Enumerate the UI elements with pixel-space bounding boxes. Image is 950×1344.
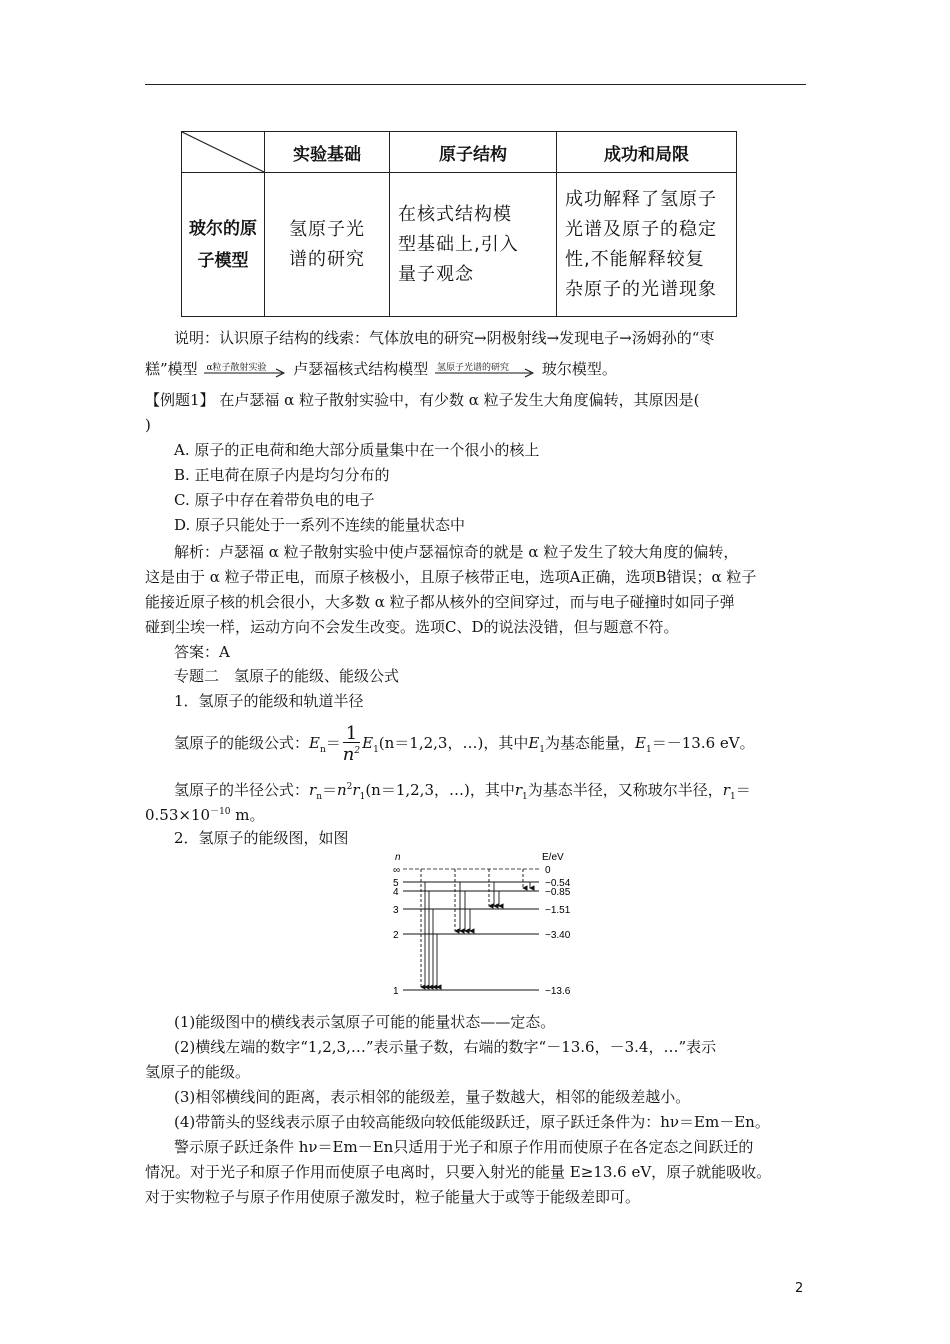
paren-close: )	[145, 416, 151, 434]
arrow-label: α粒子散射实验	[206, 363, 267, 373]
cell-line: 成功解释了氢原子	[565, 188, 717, 210]
right-arrow-icon	[433, 368, 537, 378]
fraction-denominator	[343, 743, 360, 763]
table-corner-cell	[182, 132, 265, 173]
warning-line: 对于实物粒子与原子作用使原子激发时，粒子能量大于或等于能级差即可。	[145, 1188, 641, 1206]
page-number: 2	[795, 1281, 804, 1296]
level-energy-label: −0.85	[545, 887, 571, 898]
arrow-labeled	[433, 360, 537, 380]
energy-formula	[174, 723, 836, 770]
formula-text: (n＝1,2,3，…)，其中	[378, 734, 529, 752]
level-n-label: ∞	[393, 865, 401, 876]
formula-sub: 1	[522, 792, 528, 802]
warning-line: 情况。对于光子和原子作用而使原子电离时，只要入射光的能量 E≥13.6 eV，原子就能吸收。	[145, 1163, 772, 1181]
cell-line: 量子观念	[398, 263, 474, 285]
level-energy-label: −3.40	[545, 930, 571, 941]
level-energy-label: −13.6	[545, 986, 571, 997]
e-axis-label: E/eV	[542, 852, 564, 863]
cell-line: 在核式结构模	[398, 203, 512, 225]
formula-text: ＝－13.6 eV。	[651, 734, 755, 752]
formula-sup: －10	[210, 807, 231, 817]
cell-line: 型基础上,引入	[398, 233, 519, 255]
n-axis-label: n	[395, 852, 401, 863]
option-b: B. 正电荷在原子内是均匀分布的	[174, 466, 390, 484]
option-d: D. 原子只能处于一系列不连续的能量状态中	[174, 516, 466, 534]
table-header-cell: 原子结构	[390, 132, 557, 173]
formula-var: E	[362, 734, 374, 752]
formula-sub: 1	[359, 792, 366, 802]
option-c: C. 原子中存在着带负电的电子	[174, 491, 375, 509]
explanation-line: (3)相邻横线间的距离，表示相邻的能级差，量子数越大，相邻的能级差越小。	[174, 1088, 691, 1106]
formula-var: n	[337, 781, 347, 799]
note-text: 卢瑟福核式结构模型	[293, 360, 429, 378]
analysis-line: 碰到尘埃一样，运动方向不会发生改变。选项C、D的说法没错，但与题意不符。	[145, 618, 679, 636]
formula-text: (n＝1,2,3，…)，其中	[365, 781, 515, 799]
formula-var: E	[309, 734, 320, 752]
formula-var: r	[722, 781, 730, 799]
example-question	[145, 388, 807, 413]
warning-line: 警示原子跃迁条件 hν＝Em－En只适用于光子和原子作用而使原子在各定态之间跃迁的	[174, 1138, 754, 1156]
formula-sub: 1	[373, 745, 379, 755]
radius-formula-cont	[145, 800, 807, 828]
cell-line: 性,不能解释较复	[565, 248, 705, 270]
analysis-line: 能接近原子核的机会很小，大多数 α 粒子都从核外的空间穿过，而与电子碰撞时如同子弹	[145, 593, 735, 611]
level-n-label: 1	[393, 986, 399, 997]
level-energy-label: −1.51	[545, 905, 571, 916]
formula-var: E	[528, 734, 540, 752]
right-arrow-icon	[202, 368, 288, 378]
subheading-1: 1．氢原子的能级和轨道半径	[174, 692, 364, 710]
row-head-line: 子模型	[197, 250, 249, 271]
level-n-label: 5	[393, 878, 399, 889]
arrow-labeled	[202, 360, 288, 380]
level-n-label: 2	[393, 930, 399, 941]
formula-sup: 2	[346, 782, 353, 792]
row-head-cell	[182, 173, 265, 317]
formula-text: ＝	[735, 781, 751, 799]
subheading-2: 2．氢原子的能级图，如图	[174, 829, 349, 847]
table-header-row	[182, 132, 737, 173]
formula-var: r	[352, 781, 360, 799]
formula-var: n	[342, 743, 355, 765]
formula-sub: n	[319, 745, 326, 755]
formula-sub: 1	[646, 745, 652, 755]
example-question-text: 在卢瑟福 α 粒子散射实验中，有少数 α 粒子发生大角度偏转，其原因是(	[219, 391, 700, 409]
explanation-line: (1)能级图中的横线表示氢原子可能的能量状态——定态。	[174, 1013, 556, 1031]
formula-var: r	[514, 781, 523, 799]
formula-sup: 2	[354, 745, 361, 756]
note-text: 糕”模型	[145, 360, 198, 378]
formula-text: ＝	[321, 781, 337, 799]
formula-text: 氢原子的半径公式：	[174, 781, 310, 799]
table-cell	[557, 173, 737, 317]
answer: 答案：A	[174, 643, 230, 661]
table-cell	[265, 173, 390, 317]
option-a: A. 原子的正电荷和绝大部分质量集中在一个很小的核上	[174, 441, 540, 459]
explanation-line: (4)带箭头的竖线表示原子由较高能级向较低能级跃迁，原子跃迁条件为：hν＝Em－En。	[174, 1113, 770, 1131]
formula-var: r	[309, 781, 317, 799]
energy-level-svg	[385, 850, 605, 1000]
header-rule	[145, 84, 806, 85]
energy-level-diagram	[385, 850, 605, 1000]
table-header-cell: 成功和局限	[557, 132, 737, 173]
formula-sub: 1	[729, 792, 736, 802]
formula-sub: n	[316, 792, 322, 802]
formula-text: 氢原子的能级公式：	[174, 734, 310, 752]
cell-line: 氢原子光	[289, 218, 365, 240]
note-line-2	[145, 357, 807, 382]
level-energy-label: −0.54	[545, 878, 571, 889]
formula-text: ＝	[325, 734, 341, 752]
cell-line: 谱的研究	[289, 248, 365, 270]
explanation-line: 氢原子的能级。	[145, 1063, 251, 1081]
formula-sub: 1	[539, 745, 546, 755]
level-n-label: 3	[393, 905, 399, 916]
fraction-numerator: 1	[343, 726, 360, 743]
explanation-line: (2)横线左端的数字“1,2,3,…”表示量子数，右端的数字“－13.6，－3.4，…”表示	[174, 1038, 717, 1056]
note-text: 玻尔模型。	[541, 360, 617, 378]
level-n-label: 4	[393, 887, 399, 898]
note-line-1: 说明：认识原子结构的线索：气体放电的研究→阴极射线→发现电子→汤姆孙的“枣	[174, 329, 715, 347]
table-cell	[390, 173, 557, 317]
analysis-line: 解析：卢瑟福 α 粒子散射实验中使卢瑟福惊奇的就是 α 粒子发生了较大角度的偏转，	[174, 543, 739, 561]
analysis-line: 这是由于 α 粒子带正电，而原子核极小，且原子核带正电，选项A正确，选项B错误；α 粒子	[145, 568, 757, 586]
arrow-label: 氢原子光谱的研究	[437, 363, 510, 373]
cell-line: 杂原子的光谱现象	[565, 278, 717, 300]
fraction	[342, 722, 361, 765]
formula-text: m。	[230, 806, 265, 824]
table-row	[182, 173, 737, 317]
formula-var: E	[635, 734, 646, 752]
atomic-model-table	[181, 131, 737, 317]
cell-line: 光谱及原子的稳定	[565, 218, 717, 240]
formula-text: 为基态半径，又称玻尔半径，	[527, 781, 723, 799]
topic-title: 专题二 氢原子的能级、能级公式	[174, 667, 400, 685]
diagonal-line	[182, 132, 264, 172]
example-title: 【例题1】	[145, 391, 215, 409]
level-energy-label: 0	[545, 865, 551, 876]
formula-text: 为基态能量，	[545, 734, 636, 752]
row-head-line: 玻尔的原	[189, 218, 257, 239]
table-header-cell: 实验基础	[265, 132, 390, 173]
formula-text: 0.53×10	[145, 806, 211, 824]
